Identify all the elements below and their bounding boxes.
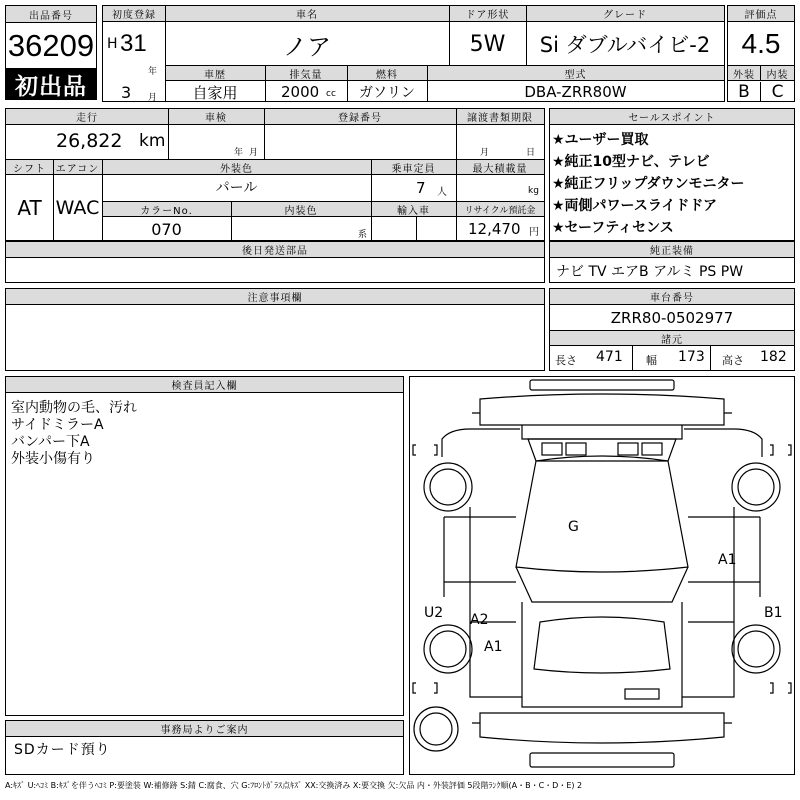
recycle-amount: 12,470 xyxy=(468,220,521,238)
damage-mark: A2 xyxy=(470,612,489,628)
damage-mark: U2 xyxy=(424,605,444,621)
reg-no-label: 登録番号 xyxy=(264,109,456,125)
capacity-unit: 人 xyxy=(437,187,447,198)
sales-item: ★ユーザー買取 xyxy=(552,132,649,148)
inspector-label: 検査員記入欄 xyxy=(6,377,403,393)
color-no-label: カラーNo. xyxy=(102,201,231,217)
reg-year-unit: 年 xyxy=(148,67,158,77)
sales-item: ★両側パワースライドドア xyxy=(552,198,718,214)
model: DBA-ZRR80W xyxy=(524,83,627,101)
damage-mark: G xyxy=(568,519,579,535)
inspector-note: 外装小傷有り xyxy=(11,451,95,467)
mileage-label: 走行 xyxy=(6,109,168,125)
equipment-list: ナビ TV エアB アルミ PS PW xyxy=(556,264,744,280)
color-no: 070 xyxy=(151,219,182,239)
history-label: 車歴 xyxy=(165,65,265,81)
fuel-label: 燃料 xyxy=(347,65,427,81)
car-name: ノア xyxy=(283,32,331,61)
model-label: 型式 xyxy=(427,65,724,81)
score: 4.5 xyxy=(741,28,781,59)
ext-color: パール xyxy=(215,180,258,196)
transfer-day-unit: 日 xyxy=(526,148,536,158)
damage-diagram xyxy=(409,376,795,775)
inspection-label: 車検 xyxy=(168,109,264,125)
lot-box xyxy=(5,5,97,100)
grade: Si ダブルバイビ-2 xyxy=(539,33,711,57)
office-box xyxy=(5,720,404,775)
office-label: 事務局よりご案内 xyxy=(6,721,403,737)
ac-label: エアコン xyxy=(53,159,102,175)
parts-box xyxy=(5,241,545,283)
interior-grade: C xyxy=(771,82,784,102)
chassis-label: 車台番号 xyxy=(550,289,794,305)
lot-number: 36209 xyxy=(7,28,95,63)
chassis-box xyxy=(549,288,795,371)
grade-label: グレード xyxy=(526,6,724,22)
door-label: ドア形状 xyxy=(449,6,526,22)
notes-label: 注意事項欄 xyxy=(6,289,544,305)
displacement: 2000 xyxy=(281,83,320,101)
sales-points-box xyxy=(549,108,795,241)
sales-item: ★純正フリップダウンモニター xyxy=(552,176,745,192)
first-reg-label: 初度登録 xyxy=(103,6,165,22)
reg-month: 3 xyxy=(121,83,132,102)
vehicle-info-grid xyxy=(102,5,725,102)
sales-label: セールスポイント xyxy=(550,109,794,125)
reg-year: 31 xyxy=(120,30,147,57)
first-listing-badge: 初出品 xyxy=(5,68,97,100)
inspector-box xyxy=(5,376,404,716)
length: 471 xyxy=(596,349,623,365)
fuel: ガソリン xyxy=(359,85,415,101)
max-load-unit: kg xyxy=(528,186,539,196)
ac: WAC xyxy=(55,197,100,219)
door-type: 5W xyxy=(469,31,506,57)
import-label: 輸入車 xyxy=(371,201,456,217)
transfer-label: 譲渡書類期限 xyxy=(456,109,544,125)
recycle-unit: 円 xyxy=(529,227,539,238)
lot-label: 出品番号 xyxy=(6,6,96,23)
inspection-year-unit: 年 xyxy=(234,148,244,158)
mileage-unit: km xyxy=(139,131,166,151)
shift-label: シフト xyxy=(6,159,53,175)
height-label: 高さ xyxy=(722,354,744,367)
max-load-label: 最大積載量 xyxy=(456,159,544,175)
capacity-label: 乗車定員 xyxy=(371,159,456,175)
recycle-label: リサイクル預託金 xyxy=(456,201,544,217)
width-label: 幅 xyxy=(646,354,657,367)
displacement-label: 排気量 xyxy=(265,65,347,81)
reg-month-unit: 月 xyxy=(148,93,158,103)
sales-item: ★純正10型ナビ、テレビ xyxy=(552,154,710,170)
chassis-number: ZRR80-0502977 xyxy=(610,309,734,327)
car-name-label: 車名 xyxy=(165,6,449,22)
spec-grid xyxy=(5,108,545,241)
equipment-box xyxy=(549,241,795,283)
sales-item: ★セーフティセンス xyxy=(552,220,674,236)
inspector-note: 室内動物の毛、汚れ xyxy=(11,400,137,416)
history: 自家用 xyxy=(192,83,238,102)
notes-box xyxy=(5,288,545,371)
length-label: 長さ xyxy=(555,354,577,367)
ext-color-label: 外装色 xyxy=(102,159,371,175)
inspector-note: サイドミラーA xyxy=(11,417,104,433)
damage-mark: A1 xyxy=(484,639,503,655)
equipment-label: 純正装備 xyxy=(550,242,794,258)
int-color-unit: 系 xyxy=(358,230,368,240)
mileage: 26,822 xyxy=(56,130,123,152)
car-outline-diagram xyxy=(410,377,794,774)
score-label: 評価点 xyxy=(728,6,794,22)
reg-era: H xyxy=(107,36,118,52)
inspector-note: バンパー下A xyxy=(11,434,90,450)
transfer-month-unit: 月 xyxy=(480,148,490,158)
inspection-month-unit: 月 xyxy=(249,148,259,158)
displacement-unit: cc xyxy=(326,89,336,99)
damage-mark: A1 xyxy=(718,552,737,568)
int-color-label: 内装色 xyxy=(231,201,371,217)
office-note: SDカード預り xyxy=(14,742,111,758)
legend: A:ｷｽﾞ U:ﾍｺﾐ B:ｷｽﾞを伴うﾍｺﾐ P:要塗装 W:補修跡 S:錆 C:腐食、穴 G:ﾌﾛﾝﾄｶﾞﾗｽ点ｷｽﾞ XX:交換済み X:要交換 欠:欠品 内・外装評価 5段階ﾗﾝｸ順(A・B・C・D・E) 2 xyxy=(5,781,583,790)
damage-mark: B1 xyxy=(764,605,783,621)
exterior-grade: B xyxy=(728,82,761,102)
interior-label: 内装 xyxy=(761,65,794,81)
shift: AT xyxy=(17,196,42,220)
dims-label: 諸元 xyxy=(550,330,794,346)
parts-label: 後日発送部品 xyxy=(6,242,544,258)
capacity: 7 xyxy=(416,179,426,197)
width: 173 xyxy=(678,349,705,365)
score-box xyxy=(727,5,795,102)
exterior-label: 外装 xyxy=(728,65,761,81)
height: 182 xyxy=(760,349,787,365)
